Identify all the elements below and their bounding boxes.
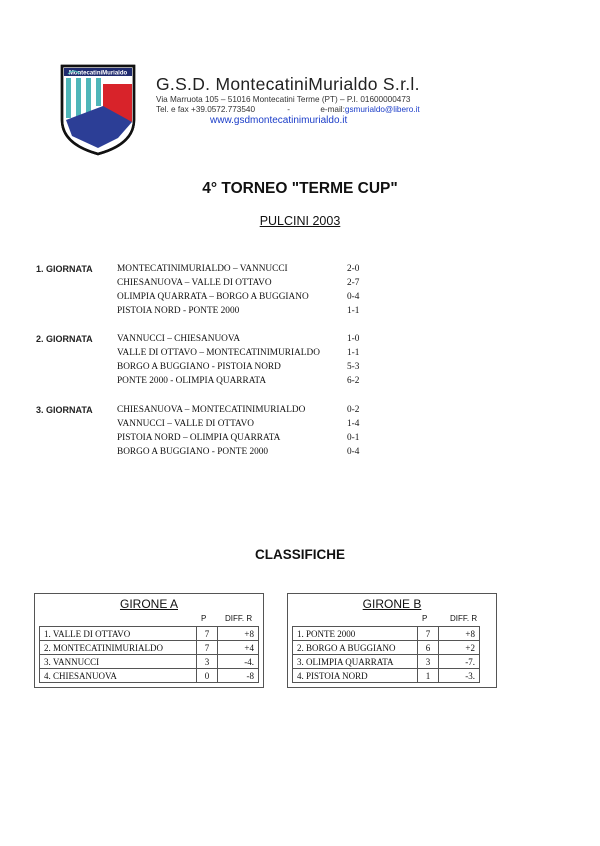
standings-table (292, 626, 480, 683)
group-title-text: GIRONE B (362, 597, 422, 611)
points-cell: 1 (418, 669, 439, 683)
email-link[interactable]: gsmurialdo@libero.it (344, 105, 420, 114)
match-teams: PONTE 2000 - OLIMPIA QUARRATA (117, 376, 267, 386)
team-cell: 3. VANNUCCI (40, 655, 197, 669)
team-cell: 4. CHIESANUOVA (40, 669, 197, 683)
org-contacts (156, 105, 420, 114)
points-cell: 0 (197, 669, 218, 683)
points-cell: 7 (197, 627, 218, 641)
match-score: 2-0 (347, 264, 360, 274)
round-label: 2. GIORNATA (36, 334, 93, 344)
table-row (293, 627, 480, 641)
match-teams: CHIESANUOVA – MONTECATINIMURIALDO (117, 405, 306, 415)
match-score: 0-1 (347, 433, 360, 443)
match-teams: VANNUCCI – CHIESANUOVA (117, 334, 241, 344)
match-teams: BORGO A BUGGIANO - PONTE 2000 (117, 447, 269, 457)
match-score: 6-2 (347, 376, 360, 386)
team-cell: 3. OLIMPIA QUARRATA (293, 655, 418, 669)
match-score: 2-7 (347, 278, 360, 288)
org-address: Via Marruota 105 – 51016 Montecatini Terme (PT) – P.I. 01600000473 (156, 95, 411, 104)
points-cell: 3 (197, 655, 218, 669)
match-score: 1-1 (347, 306, 360, 316)
table-row (40, 655, 259, 669)
group-b-standings (287, 593, 497, 688)
page-title: 4° TORNEO "TERME CUP" (202, 180, 398, 197)
round-label: 3. GIORNATA (36, 405, 93, 415)
diff-cell: +4 (218, 641, 259, 655)
match-teams: PISTOIA NORD – OLIMPIA QUARRATA (117, 433, 281, 443)
team-cell: 1. VALLE DI OTTAVO (40, 627, 197, 641)
standings-table (39, 626, 259, 683)
group-title-text: GIRONE A (119, 597, 178, 611)
team-cell: 2. BORGO A BUGGIANO (293, 641, 418, 655)
match-teams: CHIESANUOVA – VALLE DI OTTAVO (117, 278, 272, 288)
points-cell: 7 (418, 627, 439, 641)
points-cell: 7 (197, 641, 218, 655)
svg-text:MontecatiniMurialdo: MontecatiniMurialdo (68, 70, 128, 77)
club-shield-icon (58, 62, 138, 156)
table-row (293, 669, 480, 683)
diff-cell: +2 (439, 641, 480, 655)
match-score: 0-2 (347, 405, 360, 415)
match-score: 5-3 (347, 362, 360, 372)
points-header: P (422, 614, 428, 623)
category-subtitle-text: PULCINI 2003 (259, 214, 341, 228)
diff-header: DIFF. R (225, 614, 253, 623)
team-cell: 2. MONTECATINIMURIALDO (40, 641, 197, 655)
diff-cell: -8 (218, 669, 259, 683)
table-row (40, 641, 259, 655)
match-score: 1-4 (347, 419, 360, 429)
team-cell: 4. PISTOIA NORD (293, 669, 418, 683)
match-teams: MONTECATINIMURIALDO – VANNUCCI (117, 264, 288, 274)
website-link[interactable]: www.gsdmontecatinimurialdo.it (210, 115, 348, 126)
table-row (40, 627, 259, 641)
team-cell: 1. PONTE 2000 (293, 627, 418, 641)
table-row (40, 669, 259, 683)
match-teams: PISTOIA NORD - PONTE 2000 (117, 306, 240, 316)
org-phone: Tel. e fax +39.0572.773540 (156, 105, 256, 114)
match-teams: OLIMPIA QUARRATA – BORGO A BUGGIANO (117, 292, 309, 302)
match-teams: VANNUCCI – VALLE DI OTTAVO (117, 419, 254, 429)
round-label: 1. GIORNATA (36, 264, 93, 274)
diff-cell: +8 (218, 627, 259, 641)
group-title (35, 597, 263, 611)
match-score: 0-4 (347, 447, 360, 457)
points-header: P (201, 614, 207, 623)
group-title (288, 597, 496, 611)
group-a-standings (34, 593, 264, 688)
match-teams: VALLE DI OTTAVO – MONTECATINIMURIALDO (117, 348, 320, 358)
email-label: e-mail: (320, 105, 345, 114)
dash-separator: - (287, 105, 291, 114)
table-row (293, 641, 480, 655)
diff-cell: +8 (439, 627, 480, 641)
diff-cell: -4. (218, 655, 259, 669)
standings-title: CLASSIFICHE (254, 547, 345, 562)
diff-cell: -7. (439, 655, 480, 669)
club-logo (58, 62, 138, 156)
category-subtitle (0, 214, 600, 228)
org-name: G.S.D. MontecatiniMurialdo S.r.l. (156, 74, 420, 94)
table-row (293, 655, 480, 669)
match-teams: BORGO A BUGGIANO - PISTOIA NORD (117, 362, 281, 372)
points-cell: 6 (418, 641, 439, 655)
match-score: 1-1 (347, 348, 360, 358)
match-score: 0-4 (347, 292, 360, 302)
diff-header: DIFF. R (450, 614, 478, 623)
match-score: 1-0 (347, 334, 360, 344)
points-cell: 3 (418, 655, 439, 669)
diff-cell: -3. (439, 669, 480, 683)
